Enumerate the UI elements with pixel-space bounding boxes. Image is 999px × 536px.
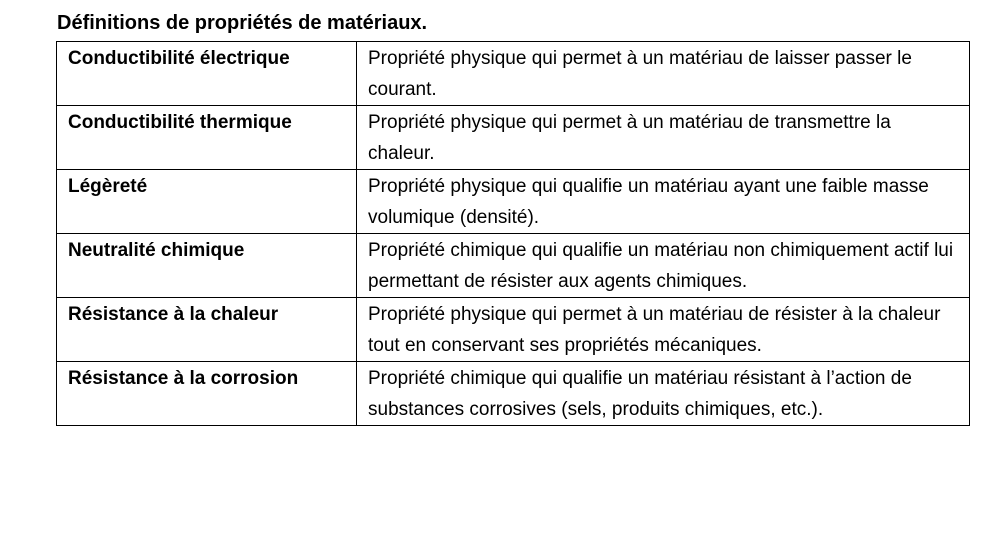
term-cell: Résistance à la chaleur	[57, 298, 357, 362]
definition-cell: Propriété chimique qui qualifie un matériau résistant à l’action de substances corrosives (sels, produits chimiques, etc.).	[357, 362, 970, 426]
page-title: Définitions de propriétés de matériaux.	[57, 12, 428, 34]
table-row	[57, 42, 970, 106]
term-cell: Conductibilité thermique	[57, 106, 357, 170]
definition-cell: Propriété physique qui qualifie un matériau ayant une faible masse volumique (densité).	[357, 170, 970, 234]
term-cell: Conductibilité électrique	[57, 42, 357, 106]
definition-cell: Propriété physique qui permet à un matériau de résister à la chaleur tout en conservant ses propriétés mécaniques.	[357, 298, 970, 362]
table-row	[57, 106, 970, 170]
table-row	[57, 298, 970, 362]
term-cell: Neutralité chimique	[57, 234, 357, 298]
table-row	[57, 362, 970, 426]
table-row	[57, 170, 970, 234]
definition-cell: Propriété physique qui permet à un matériau de transmettre la chaleur.	[357, 106, 970, 170]
definition-cell: Propriété chimique qui qualifie un matériau non chimiquement actif lui permettant de résister aux agents chimiques.	[357, 234, 970, 298]
term-cell: Résistance à la corrosion	[57, 362, 357, 426]
term-cell: Légèreté	[57, 170, 357, 234]
definitions-table	[56, 41, 970, 426]
table-row	[57, 234, 970, 298]
definition-cell: Propriété physique qui permet à un matériau de laisser passer le courant.	[357, 42, 970, 106]
definitions-table-body	[57, 42, 970, 426]
